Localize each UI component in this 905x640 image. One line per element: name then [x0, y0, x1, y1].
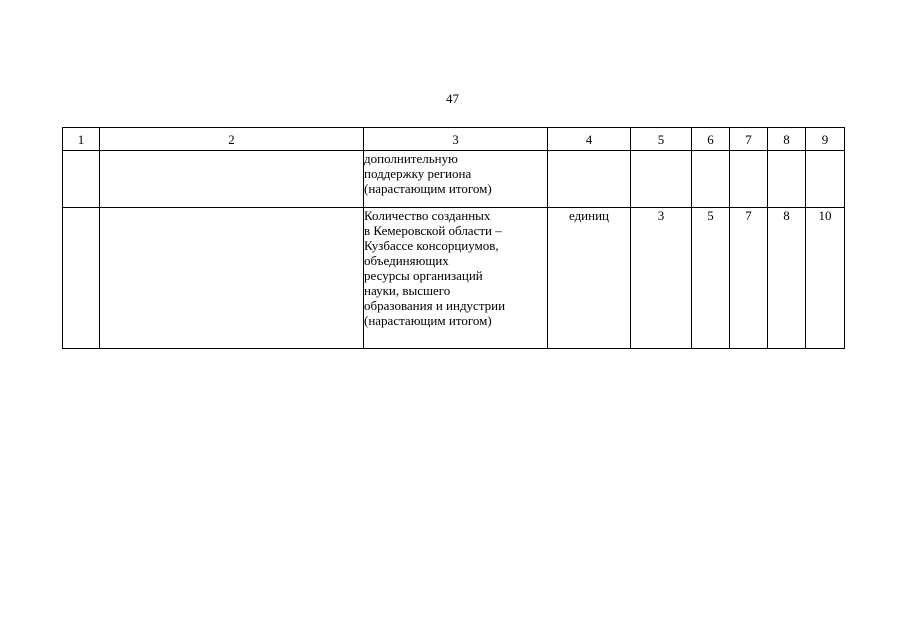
value-cell-5 [631, 151, 692, 208]
value-cell-9 [806, 151, 845, 208]
header-cell-1: 1 [63, 128, 100, 151]
page-number: 47 [446, 91, 459, 106]
indicator-table [62, 127, 845, 349]
header-cell-7: 7 [730, 128, 768, 151]
header-cell-2: 2 [100, 128, 364, 151]
table-header-row [63, 128, 845, 151]
header-cell-9: 9 [806, 128, 845, 151]
cell-col1 [63, 151, 100, 208]
table-row [63, 208, 845, 349]
header-cell-4: 4 [548, 128, 631, 151]
value-cell-5: 3 [631, 208, 692, 349]
indicator-cell: дополнительную поддержку региона (нарастающим итогом) [364, 151, 548, 208]
value-cell-6: 5 [692, 208, 730, 349]
value-cell-7: 7 [730, 208, 768, 349]
value-cell-7 [730, 151, 768, 208]
unit-cell: единиц [548, 208, 631, 349]
unit-cell [548, 151, 631, 208]
header-cell-3: 3 [364, 128, 548, 151]
table-row [63, 151, 845, 208]
value-cell-9: 10 [806, 208, 845, 349]
header-cell-5: 5 [631, 128, 692, 151]
cell-col2 [100, 208, 364, 349]
header-cell-8: 8 [768, 128, 806, 151]
value-cell-8 [768, 151, 806, 208]
cell-col2 [100, 151, 364, 208]
header-cell-6: 6 [692, 128, 730, 151]
indicator-cell: Количество созданных в Кемеровской области – Кузбассе консорциумов, объединяющих ресурсы организаций науки, высшего образования и индустрии (нарастающим итогом) [364, 208, 548, 349]
value-cell-6 [692, 151, 730, 208]
cell-col1 [63, 208, 100, 349]
value-cell-8: 8 [768, 208, 806, 349]
